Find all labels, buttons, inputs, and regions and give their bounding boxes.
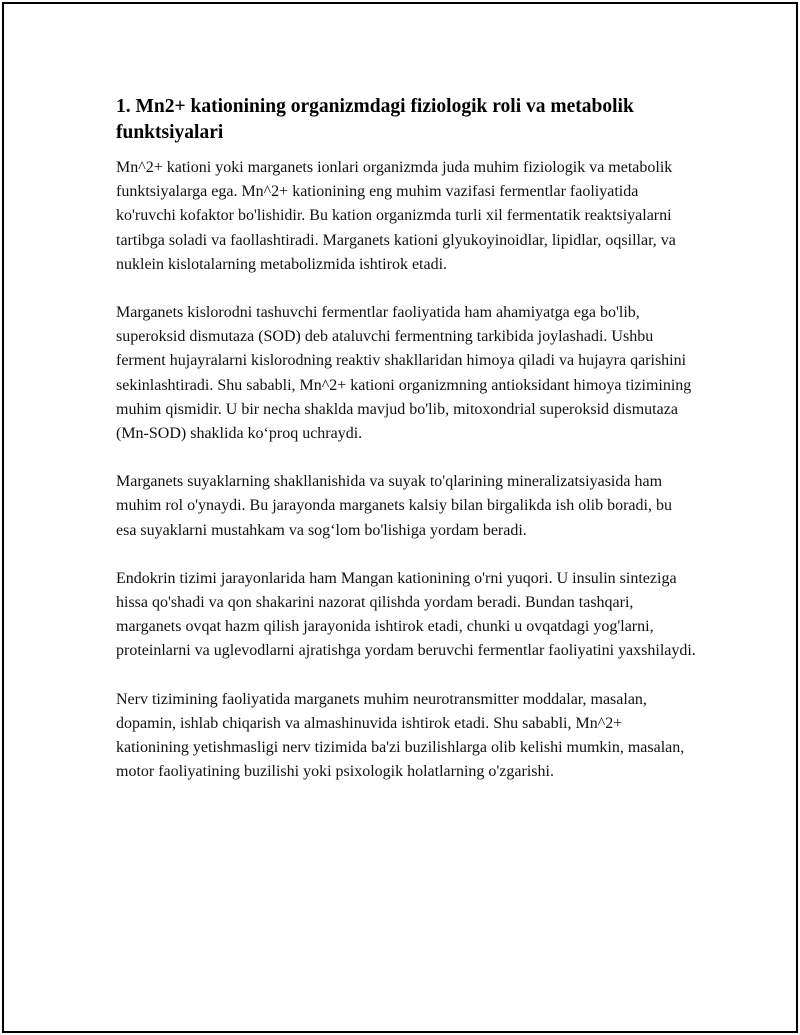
section-heading: 1. Mn2+ kationining organizmdagi fiziologik roli va metabolik funktsiyalari: [116, 96, 634, 143]
paragraph-3: Marganets suyaklarning shakllanishida va suyak to'qlarining mineralizatsiyasida ham muhim rol o'ynaydi. Bu jarayonda marganets kalsiy bilan birgalikda ish olib boradi, bu esa suyaklarni mustahkam va sog‘lom bo'lishiga yordam beradi.: [116, 473, 672, 539]
document-body: [116, 94, 696, 808]
paragraph-4: Endokrin tizimi jarayonlarida ham Mangan kationining o'rni yuqori. U insulin sinteziga hissa qo'shadi va qon shakarini nazorat qilishda yordam beradi. Bundan tashqari, marganets ovqat hazm qilish jarayonida ishtirok etadi, chunki u ovqatdagi yog'larni, proteinlarni va uglevodlarni ajratishga yordam beruvchi fermentlar faoliyatini yaxshilaydi.: [116, 569, 696, 660]
paragraph-1: Mn^2+ kationi yoki marganets ionlari organizmda juda muhim fiziologik va metabolik funktsiyalarga ega. Mn^2+ kationining eng muhim vazifasi fermentlar faoliyatida ko'ruvchi kofaktor bo'lishidir. Bu kation organizmda turli xil fermentatik reaktsiyalarni tartibga soladi va faollashtiradi. Marganets kationi glyukoyinoidlar, lipidlar, oqsillar, va nuklein kislotalarning metabolizmida ishtirok etadi.: [116, 159, 676, 273]
paragraph-5: Nerv tizimining faoliyatida marganets muhim neurotransmitter moddalar, masalan, dopamin, ishlab chiqarish va almashinuvida ishtirok etadi. Shu sababli, Mn^2+ kationining yetishmasligi nerv tizimida ba'zi buzilishlarga olib kelishi mumkin, masalan, motor faoliyatining buzilishi yoki psixologik holatlarning o'zgarishi.: [116, 690, 685, 781]
paragraph-2: Marganets kislorodni tashuvchi fermentlar faoliyatida ham ahamiyatga ega bo'lib, superoksid dismutaza (SOD) deb ataluvchi fermentning tarkibida joylashadi. Ushbu ferment hujayralarni kislorodning reaktiv shakllaridan himoya qiladi va hujayra qarishini sekinlashtiradi. Shu sababli, Mn^2+ kationi organizmning antioksidant himoya tizimining muhim qismidir. U bir necha shaklda mavjud bo'lib, mitoxondrial superoksid dismutaza (Mn-SOD) shaklida ko‘proq uchraydi.: [116, 304, 692, 443]
